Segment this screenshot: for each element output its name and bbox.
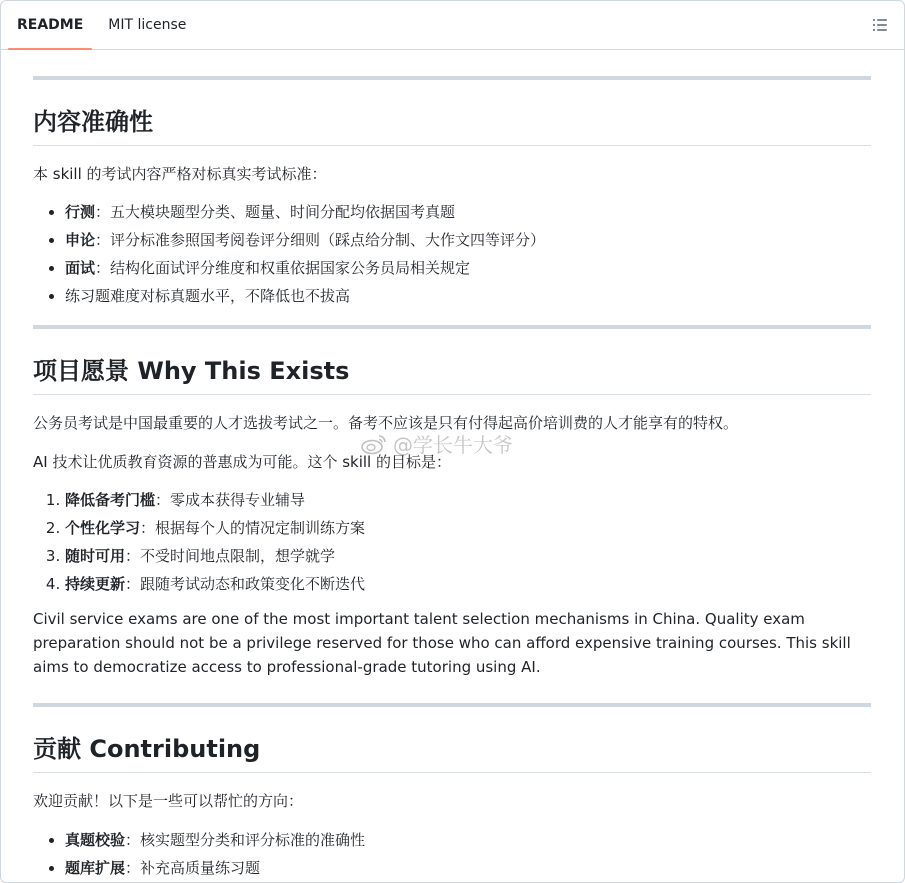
paragraph-vision-2: AI 技术让优质教育资源的普惠成为可能。这个 skill 的目标是： xyxy=(33,453,451,471)
outline-button[interactable] xyxy=(870,15,890,35)
list-item-text: ：结构化面试评分维度和权重依据国家公务员局相关规定 xyxy=(95,259,471,277)
list-item-text: ：跟随考试动态和政策变化不断迭代 xyxy=(125,575,366,593)
watermark-text: @学长牛大爷 xyxy=(393,433,513,457)
list-item xyxy=(65,257,871,279)
list-item-bold: 持续更新 xyxy=(65,575,126,593)
tab-bar xyxy=(1,1,904,50)
list-unordered-icon xyxy=(872,17,888,33)
list-item xyxy=(65,489,871,511)
paragraph-accuracy-intro: 本 skill 的考试内容严格对标真实考试标准： xyxy=(33,165,327,183)
list-item-text: ：五大模块题型分类、题量、时间分配均依据国考真题 xyxy=(95,203,456,221)
tab-mit-license[interactable]: MIT license xyxy=(108,17,187,33)
list-item-bold: 个性化学习 xyxy=(65,519,141,537)
list-item-bold: 真题校验 xyxy=(65,831,126,849)
readme-content xyxy=(1,76,904,879)
heading-accuracy: 内容准确性 xyxy=(33,107,871,146)
list-item xyxy=(65,517,871,539)
list-item-bold: 随时可用 xyxy=(65,547,126,565)
list-item-text: ：零成本获得专业辅导 xyxy=(155,491,306,509)
paragraph-contributing-intro: 欢迎贡献！以下是一些可以帮忙的方向： xyxy=(33,792,304,810)
list-item-text: ：根据每个人的情况定制训练方案 xyxy=(140,519,366,537)
list-item-text: ：核实题型分类和评分标准的准确性 xyxy=(125,831,366,849)
list-item-bold: 题库扩展 xyxy=(65,859,126,877)
paragraph-vision-1: 公务员考试是中国最重要的人才选拔考试之一。备考不应该是只有付得起高价培训费的人才能享有的特权。 xyxy=(33,414,739,432)
divider xyxy=(33,325,871,329)
list-item xyxy=(65,201,871,223)
tab-readme[interactable]: README xyxy=(8,1,92,49)
contributing-list xyxy=(33,829,871,879)
accuracy-list xyxy=(33,201,871,307)
heading-why-this-exists: 项目愿景 Why This Exists xyxy=(33,356,871,395)
list-item-text: ：评分标准参照国考阅卷评分细则（踩点给分制、大作文四等评分） xyxy=(95,231,546,249)
paragraph-vision-english: Civil service exams are one of the most important talent selection mechanisms in China. Quality exam preparation should not be a privilege reserved for those who can afford expensive training courses. This skill aims to democratize access to professional-grade tutoring using AI. xyxy=(33,610,851,676)
divider xyxy=(33,76,871,80)
list-item xyxy=(65,573,871,595)
list-item xyxy=(65,857,871,879)
list-item-text: ：不受时间地点限制，想学就学 xyxy=(125,547,336,565)
list-item-bold: 行测 xyxy=(65,203,96,221)
heading-contributing: 贡献 Contributing xyxy=(33,734,871,773)
list-item-bold: 降低备考门槛 xyxy=(65,491,156,509)
list-item xyxy=(65,829,871,851)
list-item xyxy=(65,229,871,251)
list-item xyxy=(65,285,871,307)
list-item-bold: 面试 xyxy=(65,259,96,277)
divider xyxy=(33,703,871,707)
list-item-bold: 申论 xyxy=(65,231,96,249)
list-item-text: 练习题难度对标真题水平，不降低也不拔高 xyxy=(65,287,351,305)
list-item xyxy=(65,545,871,567)
list-item-text: ：补充高质量练习题 xyxy=(125,859,261,877)
goals-list xyxy=(33,489,871,595)
